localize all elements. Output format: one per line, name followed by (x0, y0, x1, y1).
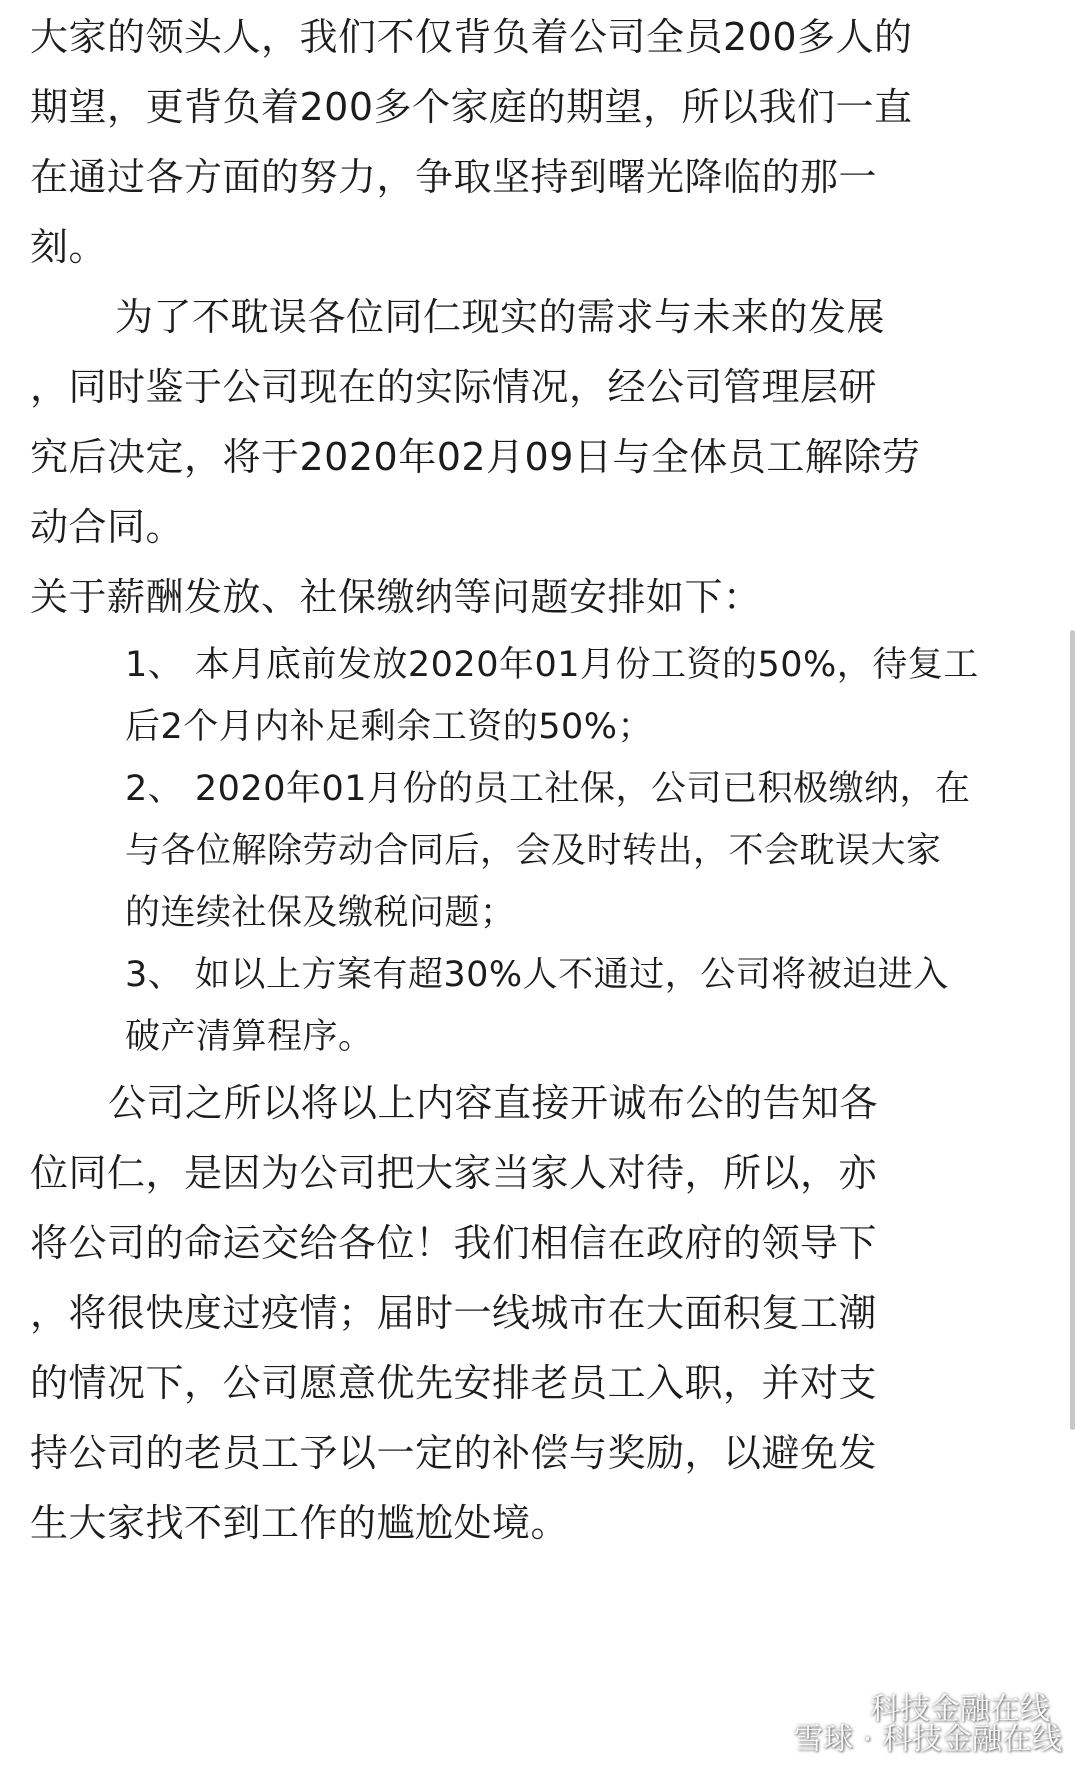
text-line: 为了不耽误各位同仁现实的需求与未来的发展 (115, 295, 886, 339)
text-line: 位同仁，是因为公司把大家当家人对待，所以，亦 (30, 1151, 878, 1195)
list-item-2-cont: 与各位解除劳动合同后，会及时转出，不会耽误大家 (125, 831, 942, 871)
text-line: 公司之所以将以上内容直接开诚布公的告知各 (108, 1081, 879, 1125)
text-line: ，同时鉴于公司现在的实际情况，经公司管理层研 (30, 365, 878, 409)
wechat-watermark-text: 科技金融在线 (870, 1692, 1050, 1727)
scrollbar[interactable] (1070, 630, 1075, 1430)
text-line: 动合同。 (30, 505, 185, 549)
text-line: ，将很快度过疫情；届时一线城市在大面积复工潮 (30, 1291, 878, 1335)
text-line: 期望，更背负着200多个家庭的期望，所以我们一直 (30, 85, 913, 129)
list-item-3: 3、 如以上方案有超30%人不通过，公司将被迫进入 (125, 955, 949, 995)
text-line: 关于薪酬发放、社保缴纳等问题安排如下： (30, 575, 762, 619)
text-line: 究后决定，将于2020年02月09日与全体员工解除劳 (30, 435, 921, 479)
xueqiu-watermark-text: 雪球 · 科技金融在线 (793, 1722, 1062, 1757)
xueqiu-watermark (753, 1714, 1062, 1758)
text-line: 大家的领头人，我们不仅背负着公司全员200多人的 (30, 15, 913, 59)
list-item-3-cont: 破产清算程序。 (125, 1017, 374, 1057)
text-line: 刻。 (30, 225, 108, 269)
list-item-1-cont: 后2个月内补足剩余工资的50%； (125, 707, 654, 747)
text-line: 在通过各方面的努力，争取坚持到曙光降临的那一 (30, 155, 878, 199)
list-item-2-cont: 的连续社保及缴税问题； (125, 893, 516, 933)
text-line: 的情况下，公司愿意优先安排老员工入职，并对支 (30, 1361, 878, 1405)
xueqiu-logo-icon (753, 1723, 787, 1749)
text-line: 将公司的命运交给各位！我们相信在政府的领导下 (30, 1221, 878, 1265)
text-line: 生大家找不到工作的尴尬处境。 (30, 1501, 570, 1545)
list-item-1: 1、 本月底前发放2020年01月份工资的50%，待复工 (125, 645, 979, 685)
list-item-2: 2、 2020年01月份的员工社保，公司已积极缴纳，在 (125, 769, 971, 809)
text-line: 持公司的老员工予以一定的补偿与奖励，以避免发 (30, 1431, 878, 1475)
